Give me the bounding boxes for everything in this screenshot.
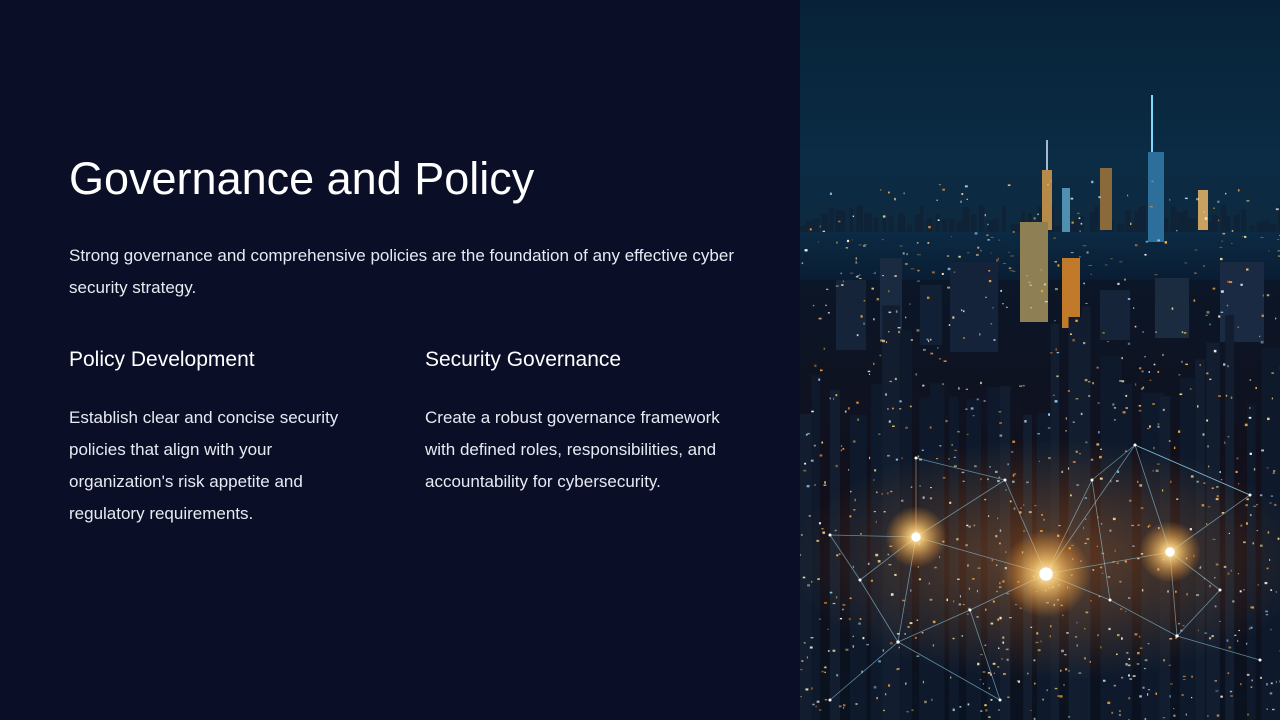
section-heading: Policy Development bbox=[69, 348, 255, 371]
night-city-network-illustration bbox=[800, 0, 1280, 720]
section-text: Establish clear and concise security policies that align with your organization's risk appetite and regulatory requirements. bbox=[69, 408, 339, 523]
section-heading: Security Governance bbox=[425, 348, 622, 371]
policy-development-section bbox=[69, 342, 369, 530]
section-text: Create a robust governance framework with defined roles, responsibilities, and accountability for cybersecurity. bbox=[425, 408, 720, 491]
security-governance-section bbox=[425, 342, 745, 498]
slide-title: Governance and Policy bbox=[69, 153, 535, 204]
city-skyline-image bbox=[800, 0, 1280, 720]
intro-paragraph: Strong governance and comprehensive policies are the foundation of any effective cyber security strategy. bbox=[69, 246, 734, 297]
